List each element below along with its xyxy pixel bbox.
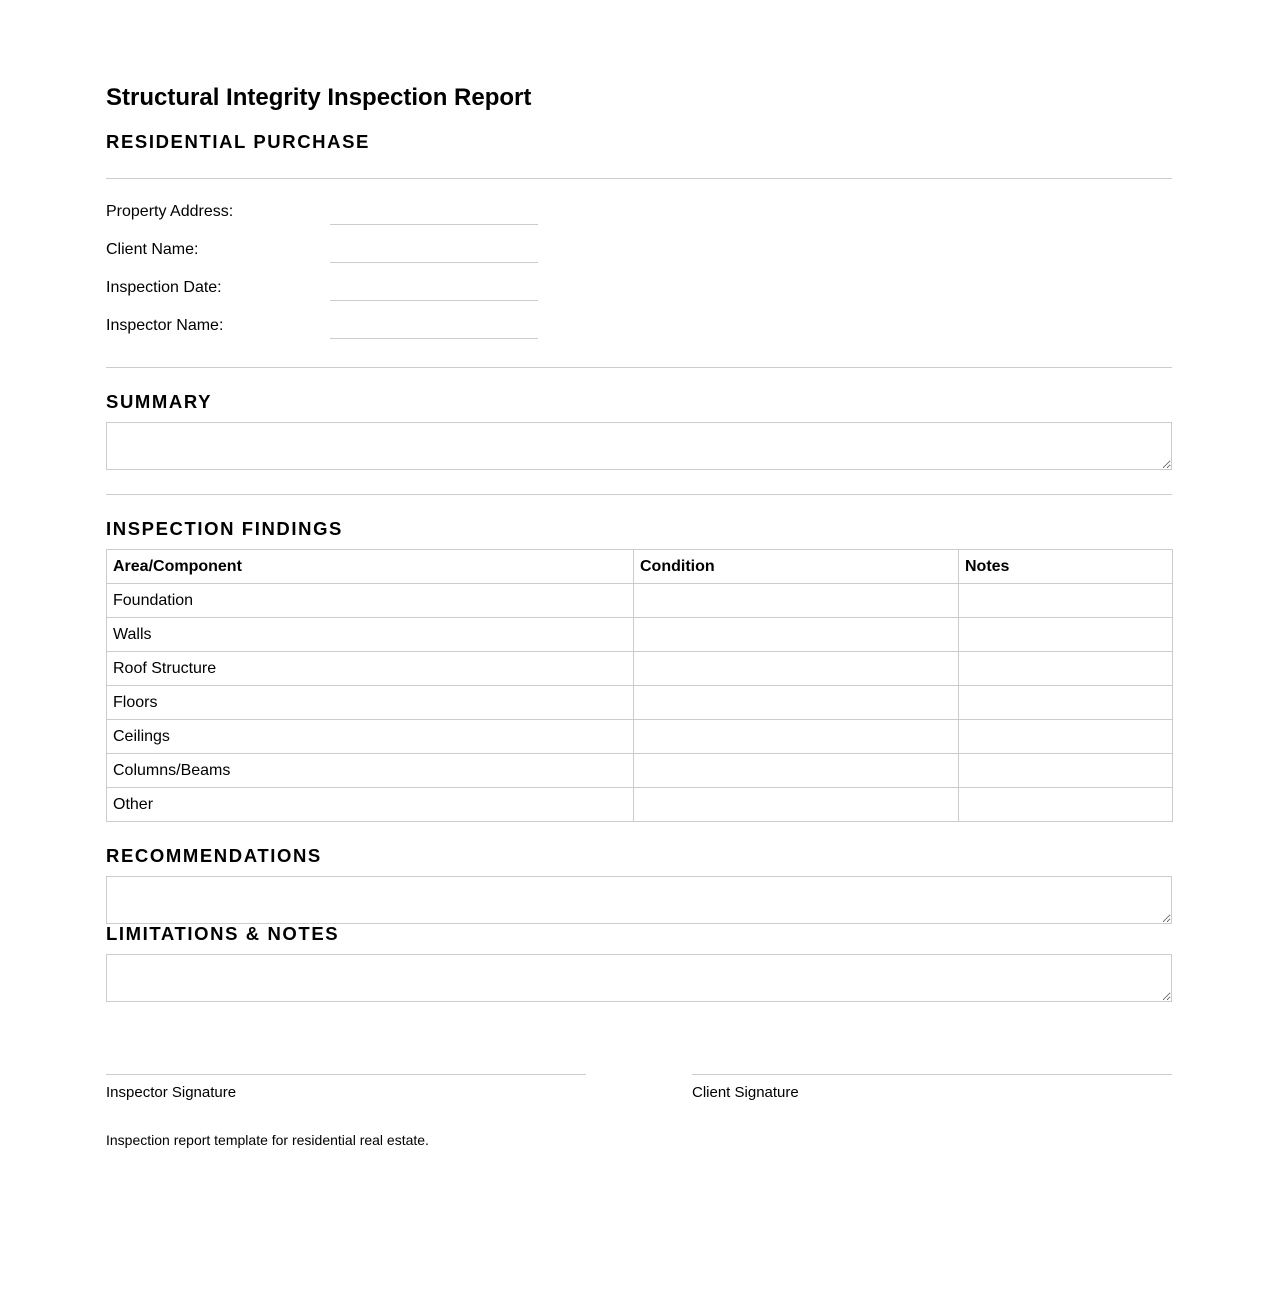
inspector-signature-block — [106, 1074, 586, 1102]
summary-textarea[interactable] — [106, 422, 1172, 470]
inspection-date-label: Inspection Date: — [106, 279, 222, 296]
notes-cell[interactable] — [959, 686, 1173, 720]
property-address-label: Property Address: — [106, 203, 234, 220]
inspector-signature-line[interactable] — [106, 1074, 586, 1075]
notes-cell[interactable] — [959, 754, 1173, 788]
area-cell: Other — [107, 788, 634, 822]
divider — [106, 494, 1172, 495]
area-cell: Columns/Beams — [107, 754, 634, 788]
footer-note: Inspection report template for residential real estate. — [106, 1132, 429, 1148]
inspector-signature-label: Inspector Signature — [106, 1084, 237, 1101]
column-header-notes: Notes — [959, 550, 1173, 584]
table-row — [107, 754, 1173, 788]
area-cell: Walls — [107, 618, 634, 652]
condition-cell[interactable] — [634, 584, 959, 618]
inspector-name-label: Inspector Name: — [106, 317, 224, 334]
findings-table — [106, 549, 1173, 822]
notes-cell[interactable] — [959, 652, 1173, 686]
area-cell: Roof Structure — [107, 652, 634, 686]
client-signature-block — [692, 1074, 1172, 1102]
client-signature-line[interactable] — [692, 1074, 1172, 1075]
inspection-date-input[interactable] — [330, 278, 538, 301]
notes-cell[interactable] — [959, 720, 1173, 754]
inspector-name-input[interactable] — [330, 316, 538, 339]
property-address-input[interactable] — [330, 202, 538, 225]
findings-heading: INSPECTION FINDINGS — [106, 518, 343, 539]
condition-cell[interactable] — [634, 652, 959, 686]
notes-cell[interactable] — [959, 788, 1173, 822]
table-row — [107, 584, 1173, 618]
table-header-row — [107, 550, 1173, 584]
table-row — [107, 788, 1173, 822]
condition-cell[interactable] — [634, 686, 959, 720]
recommendations-textarea[interactable] — [106, 876, 1172, 924]
notes-cell[interactable] — [959, 584, 1173, 618]
inspector-name-row — [106, 316, 1172, 346]
inspection-date-row — [106, 278, 1172, 308]
column-header-area: Area/Component — [107, 550, 634, 584]
client-name-label: Client Name: — [106, 241, 199, 258]
condition-cell[interactable] — [634, 618, 959, 652]
area-cell: Foundation — [107, 584, 634, 618]
divider — [106, 367, 1172, 368]
report-title: Structural Integrity Inspection Report — [106, 84, 532, 111]
table-row — [107, 720, 1173, 754]
condition-cell[interactable] — [634, 720, 959, 754]
limitations-heading: LIMITATIONS & NOTES — [106, 923, 340, 944]
client-name-input[interactable] — [330, 240, 538, 263]
limitations-textarea[interactable] — [106, 954, 1172, 1002]
condition-cell[interactable] — [634, 754, 959, 788]
table-row — [107, 618, 1173, 652]
area-cell: Ceilings — [107, 720, 634, 754]
divider — [106, 178, 1172, 179]
column-header-condition: Condition — [634, 550, 959, 584]
table-row — [107, 686, 1173, 720]
client-name-row — [106, 240, 1172, 270]
summary-heading: SUMMARY — [106, 391, 213, 412]
report-subtitle: RESIDENTIAL PURCHASE — [106, 131, 370, 152]
notes-cell[interactable] — [959, 618, 1173, 652]
client-signature-label: Client Signature — [692, 1084, 799, 1101]
recommendations-heading: RECOMMENDATIONS — [106, 845, 322, 866]
area-cell: Floors — [107, 686, 634, 720]
condition-cell[interactable] — [634, 788, 959, 822]
property-address-row — [106, 202, 1172, 232]
table-row — [107, 652, 1173, 686]
